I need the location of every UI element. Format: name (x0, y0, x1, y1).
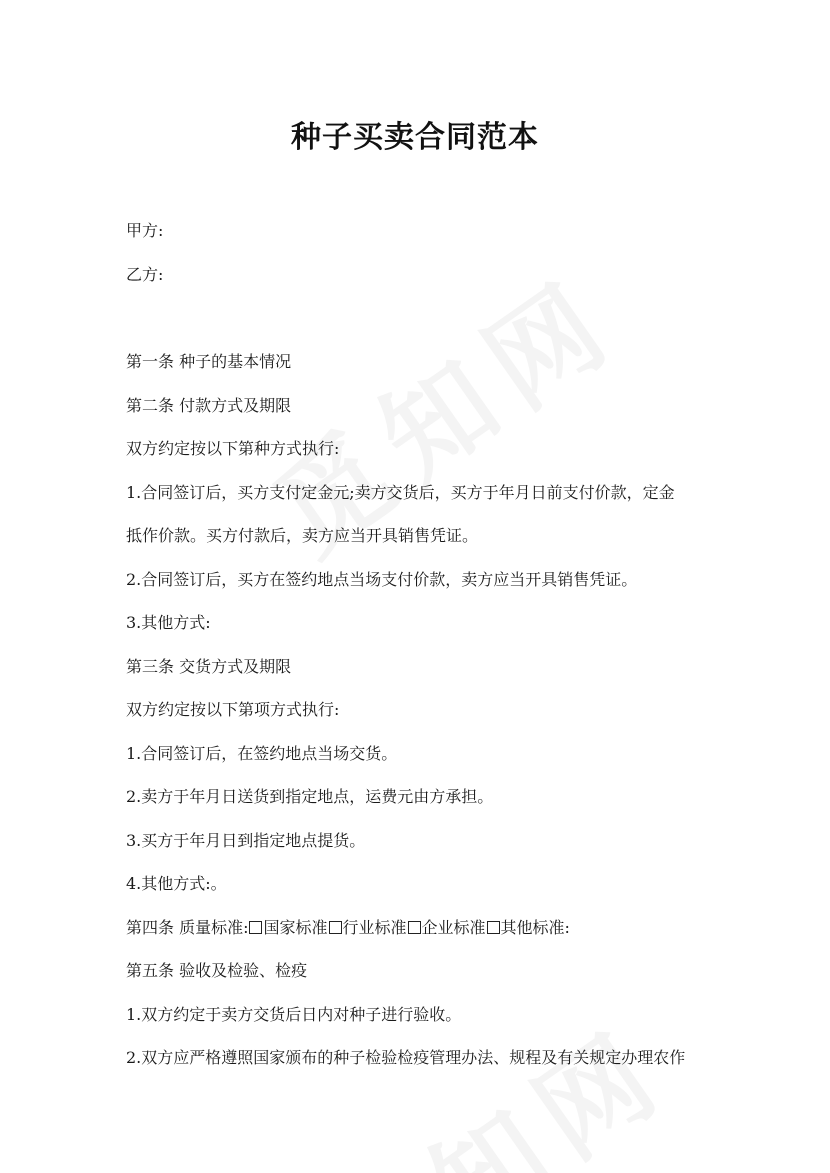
checkbox (408, 921, 421, 934)
inspection-item-2: 2.双方应严格遵照国家颁布的种子检验检疫管理办法、规程及有关规定办理农作 (126, 1048, 686, 1067)
standard-option-national: 国家标准 (263, 918, 328, 937)
checkbox (487, 921, 500, 934)
standard-option-enterprise: 企业标准 (421, 918, 486, 937)
article-4-heading: 第四条 质量标准: (126, 918, 249, 937)
payment-option-1b: 抵作价款。买方付款后，卖方应当开具销售凭证。 (126, 526, 479, 545)
delivery-option-2: 2.卖方于年月日送货到指定地点，运费元由方承担。 (126, 787, 494, 806)
payment-option-3: 3.其他方式: (126, 613, 211, 632)
article-4-line (126, 918, 570, 938)
delivery-intro: 双方约定按以下第项方式执行: (126, 700, 340, 719)
article-1-heading: 第一条 种子的基本情况 (126, 352, 292, 371)
delivery-option-4: 4.其他方式:。 (126, 874, 227, 893)
checkbox (249, 921, 262, 934)
delivery-option-1: 1.合同签订后，在签约地点当场交货。 (126, 744, 398, 763)
article-2-heading: 第二条 付款方式及期限 (126, 396, 292, 415)
standard-option-industry: 行业标准 (342, 918, 407, 937)
delivery-option-3: 3.买方于年月日到指定地点提货。 (126, 831, 366, 850)
party-b-line: 乙方: (126, 265, 164, 284)
payment-intro: 双方约定按以下第种方式执行: (126, 439, 340, 458)
checkbox (329, 921, 342, 934)
inspection-item-1: 1.双方约定于卖方交货后日内对种子进行验收。 (126, 1005, 462, 1024)
payment-option-1a: 1.合同签订后，买方支付定金元;卖方交货后，买方于年月日前支付价款，定金 (126, 483, 675, 502)
article-5-heading: 第五条 验收及检验、检疫 (126, 961, 308, 980)
article-3-heading: 第三条 交货方式及期限 (126, 657, 292, 676)
payment-option-2: 2.合同签订后，买方在签约地点当场支付价款，卖方应当开具销售凭证。 (126, 570, 638, 589)
document-title: 种子买卖合同范本 (291, 120, 539, 155)
party-a-line: 甲方: (126, 221, 164, 240)
standard-option-other: 其他标准: (500, 918, 570, 937)
